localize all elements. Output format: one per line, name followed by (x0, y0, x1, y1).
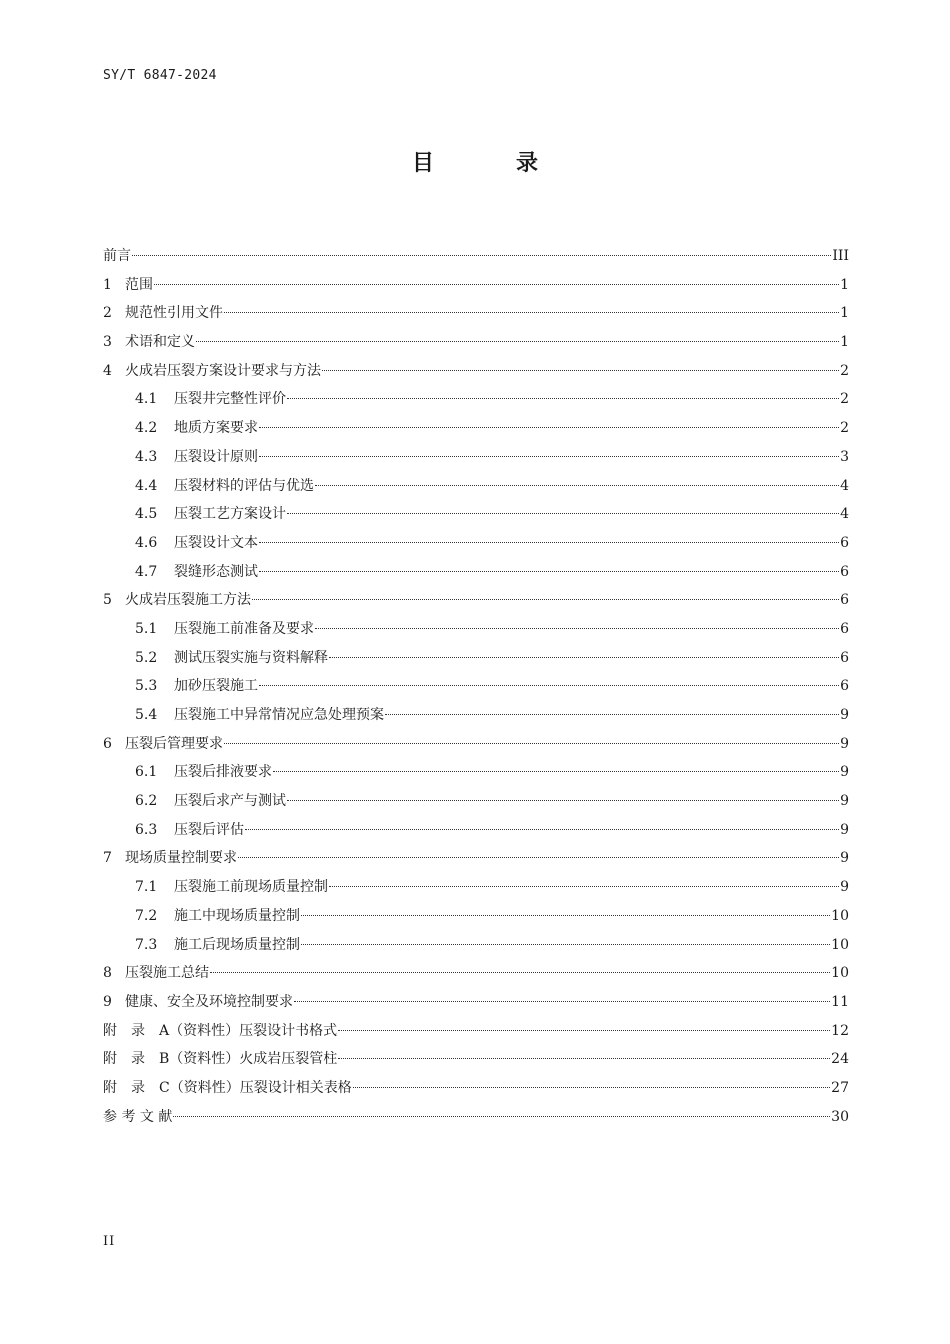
toc-entry-page: 1 (840, 334, 849, 351)
toc-entry-page: 1 (840, 305, 849, 322)
toc-entry[interactable] (103, 704, 849, 733)
toc-entry-number: 7.3 (135, 936, 158, 953)
toc-entry[interactable] (103, 733, 849, 762)
toc-dot-leader (338, 1058, 830, 1059)
toc-entry[interactable] (103, 417, 849, 446)
toc-dot-leader (329, 657, 839, 658)
toc-dot-leader (132, 255, 831, 256)
toc-dot-leader (287, 800, 839, 801)
toc-entry-label: 火成岩压裂方案设计要求与方法 (125, 362, 321, 379)
toc-entry-page: 6 (840, 649, 849, 666)
toc-entry-number: 7.1 (135, 879, 158, 896)
toc-entry[interactable] (103, 962, 849, 991)
toc-entry-label: 压裂工艺方案设计 (174, 506, 286, 523)
toc-dot-leader (315, 628, 839, 629)
toc-entry[interactable] (103, 1077, 849, 1106)
toc-dot-leader (273, 771, 839, 772)
toc-entry-page: 6 (840, 563, 849, 580)
toc-entry-label: 压裂后求产与测试 (174, 793, 286, 810)
toc-entry[interactable] (103, 274, 849, 303)
toc-entry[interactable] (103, 847, 849, 876)
toc-entry-page: 10 (831, 965, 849, 982)
toc-entry-number: 4.2 (135, 420, 158, 437)
toc-entry-label: 裂缝形态测试 (174, 563, 258, 580)
toc-entry[interactable] (103, 302, 849, 331)
toc-entry-number: 1 (103, 276, 112, 293)
toc-dot-leader (259, 456, 839, 457)
toc-dot-leader (245, 829, 839, 830)
toc-entry-page: 10 (831, 907, 849, 924)
toc-entry-page: 30 (831, 1108, 849, 1125)
toc-entry[interactable] (103, 589, 849, 618)
toc-dot-leader (259, 685, 839, 686)
toc-entry-page: 11 (831, 993, 849, 1010)
toc-entry-number: 4.6 (135, 534, 158, 551)
toc-entry[interactable] (103, 819, 849, 848)
toc-entry-label: 压裂后排液要求 (174, 764, 272, 781)
toc-entry-number: 5 (103, 592, 112, 609)
toc-entry[interactable] (103, 647, 849, 676)
toc-entry-page: 2 (840, 420, 849, 437)
toc-entry-number: 7.2 (135, 907, 158, 924)
toc-entry-number: 5.4 (135, 707, 158, 723)
toc-entry-label: 施工中现场质量控制 (174, 907, 300, 924)
toc-dot-leader (315, 485, 839, 486)
toc-entry-number: 4.7 (135, 563, 158, 580)
toc-entry-label: 现场质量控制要求 (125, 850, 237, 867)
toc-entry-number: 6 (103, 735, 112, 752)
toc-entry[interactable] (103, 503, 849, 532)
toc-entry-label: 地质方案要求 (174, 420, 258, 437)
toc-entry[interactable] (103, 1048, 849, 1077)
toc-entry-number: 6.2 (135, 793, 158, 810)
toc-entry-label: 规范性引用文件 (125, 305, 223, 322)
toc-entry-label: 压裂施工前准备及要求 (174, 620, 314, 637)
toc-entry-page: 1 (840, 276, 849, 293)
toc-dot-leader (294, 1001, 830, 1002)
toc-entry[interactable] (103, 388, 849, 417)
toc-entry-label: 附 录 C（资料性）压裂设计相关表格 (103, 1079, 352, 1096)
toc-dot-leader (329, 886, 839, 887)
toc-entry-page: 9 (840, 707, 849, 723)
toc-entry[interactable] (103, 790, 849, 819)
toc-dot-leader (259, 542, 839, 543)
toc-entry[interactable] (103, 475, 849, 504)
toc-entry-number: 5.1 (135, 620, 158, 637)
toc-entry[interactable] (103, 905, 849, 934)
toc-dot-leader (173, 1116, 830, 1117)
toc-dot-leader (259, 427, 839, 428)
toc-entry-label: 前言 (103, 248, 131, 264)
toc-dot-leader (322, 370, 839, 371)
toc-dot-leader (301, 944, 830, 945)
toc-entry-label: 压裂施工前现场质量控制 (174, 879, 328, 896)
toc-entry-page: 6 (840, 678, 849, 695)
toc-entry-label: 火成岩压裂施工方法 (125, 592, 251, 609)
toc-dot-leader (238, 857, 839, 858)
toc-entry-page: 10 (831, 936, 849, 953)
toc-entry-label: 压裂后评估 (174, 821, 244, 838)
toc-dot-leader (224, 743, 839, 744)
toc-entry-label: 术语和定义 (125, 334, 195, 351)
toc-entry-page: 2 (840, 391, 849, 408)
table-of-contents (103, 245, 849, 1134)
toc-entry[interactable] (103, 360, 849, 389)
toc-entry-label: 测试压裂实施与资料解释 (174, 649, 328, 666)
toc-entry[interactable] (103, 1020, 849, 1049)
toc-entry-page: 6 (840, 592, 849, 609)
toc-dot-leader (338, 1030, 830, 1031)
toc-dot-leader (353, 1087, 830, 1088)
toc-entry-page: 2 (840, 362, 849, 379)
toc-entry-page: 3 (840, 448, 849, 465)
toc-entry-number: 2 (103, 305, 112, 322)
toc-entry-label: 压裂设计原则 (174, 448, 258, 465)
toc-entry-label: 压裂设计文本 (174, 534, 258, 551)
toc-entry-label: 附 录 A（资料性）压裂设计书格式 (103, 1022, 338, 1039)
toc-entry-page: 6 (840, 534, 849, 551)
toc-dot-leader (210, 972, 830, 973)
toc-entry-page: 9 (840, 879, 849, 896)
toc-entry-label: 范围 (125, 276, 153, 293)
toc-entry-number: 5.3 (135, 678, 158, 695)
toc-entry-label: 施工后现场质量控制 (174, 936, 300, 953)
toc-dot-leader (196, 341, 839, 342)
toc-dot-leader (252, 599, 839, 600)
toc-dot-leader (224, 312, 839, 313)
toc-entry-page: 27 (831, 1079, 849, 1096)
toc-entry[interactable] (103, 876, 849, 905)
toc-entry-page: 9 (840, 735, 849, 752)
toc-entry-label: 附 录 B（资料性）火成岩压裂管柱 (103, 1051, 338, 1068)
toc-dot-leader (287, 398, 839, 399)
toc-entry[interactable] (103, 532, 849, 561)
toc-entry-page: 4 (840, 506, 849, 523)
standard-code: SY/T 6847-2024 (103, 68, 217, 83)
toc-entry-number: 4.3 (135, 448, 158, 465)
toc-entry-number: 7 (103, 850, 112, 867)
toc-entry-page: 12 (831, 1022, 849, 1039)
toc-entry-label: 压裂材料的评估与优选 (174, 477, 314, 494)
toc-entry-number: 9 (103, 993, 112, 1010)
toc-entry[interactable] (103, 675, 849, 704)
toc-entry-page: 6 (840, 620, 849, 637)
toc-entry-label: 加砂压裂施工 (174, 678, 258, 695)
toc-dot-leader (287, 513, 839, 514)
toc-entry-number: 4.4 (135, 477, 158, 494)
toc-entry[interactable] (103, 331, 849, 360)
toc-entry-number: 4.1 (135, 391, 158, 408)
toc-entry[interactable] (103, 446, 849, 475)
toc-entry-label: 压裂后管理要求 (125, 735, 223, 752)
page-title: 目 录 (411, 151, 568, 176)
toc-entry-page: 9 (840, 821, 849, 838)
toc-dot-leader (259, 571, 839, 572)
toc-entry-number: 6.1 (135, 764, 158, 781)
toc-entry-label: 压裂施工中异常情况应急处理预案 (174, 707, 384, 723)
toc-entry-page: 4 (840, 477, 849, 494)
toc-dot-leader (385, 714, 839, 715)
toc-entry-page: 24 (831, 1051, 849, 1068)
toc-entry-number: 6.3 (135, 821, 158, 838)
toc-entry-number: 4 (103, 362, 112, 379)
toc-entry-label: 压裂井完整性评价 (174, 391, 286, 408)
toc-entry[interactable] (103, 991, 849, 1020)
toc-entry[interactable] (103, 618, 849, 647)
footer-page-number: II (103, 1234, 116, 1249)
toc-entry[interactable] (103, 561, 849, 590)
toc-entry-number: 3 (103, 334, 112, 351)
toc-entry-page: 9 (840, 850, 849, 867)
toc-entry-page: 9 (840, 764, 849, 781)
toc-entry-number: 8 (103, 965, 112, 982)
toc-entry[interactable] (103, 1106, 849, 1135)
toc-dot-leader (154, 284, 839, 285)
toc-entry[interactable] (103, 761, 849, 790)
toc-entry[interactable] (103, 934, 849, 963)
toc-entry-number: 4.5 (135, 506, 158, 523)
toc-entry-page: III (832, 248, 849, 264)
toc-entry-label: 参 考 文 献 (103, 1108, 173, 1125)
toc-entry-page: 9 (840, 793, 849, 810)
toc-dot-leader (301, 915, 830, 916)
toc-entry-number: 5.2 (135, 649, 158, 666)
toc-entry-label: 压裂施工总结 (125, 965, 209, 982)
toc-entry[interactable] (103, 245, 849, 274)
toc-entry-label: 健康、安全及环境控制要求 (125, 993, 293, 1010)
